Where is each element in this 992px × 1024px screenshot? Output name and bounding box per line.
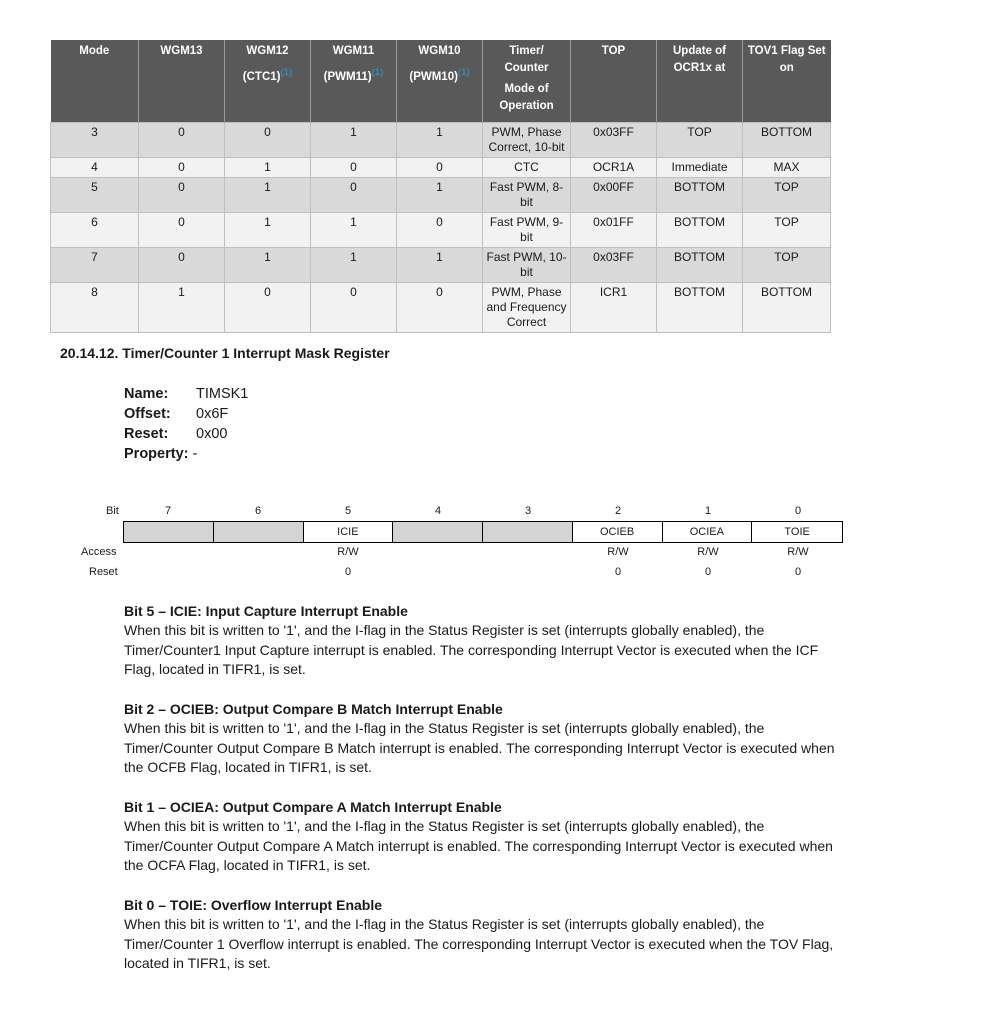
bit-access: R/W (787, 546, 809, 558)
table-body (51, 122, 831, 332)
header-wgm10: WGM10 (PWM10)$^{(1)}$ (397, 40, 483, 122)
bit-field-icie: ICIE (304, 522, 394, 542)
bit-access: R/W (607, 546, 629, 558)
register-reset-row (124, 424, 248, 444)
table-cell: ICR1 (571, 282, 657, 332)
table-cell: TOP (743, 177, 831, 212)
header-top: TOP (571, 40, 657, 122)
table-cell: TOP (657, 122, 743, 157)
description-ociea (124, 798, 844, 876)
bit-number: 5 (344, 505, 352, 517)
description-toie (124, 896, 844, 974)
table-cell: 7 (51, 247, 139, 282)
table-row (51, 282, 831, 332)
table-cell: BOTTOM (657, 282, 743, 332)
table-cell: PWM, Phase and Frequency Correct (483, 282, 571, 332)
table-row (51, 212, 831, 247)
bit-field-ocieb: OCIEB (573, 522, 663, 542)
table-cell: Fast PWM, 9-bit (483, 212, 571, 247)
register-offset-value: 0x6F (196, 406, 229, 422)
bit-field-reserved (124, 522, 214, 542)
register-reset-label: Reset: (124, 426, 169, 442)
description-title: Bit 5 – ICIE: Input Capture Interrupt Enable (124, 603, 408, 619)
table-cell: CTC (483, 157, 571, 177)
table-cell: BOTTOM (743, 122, 831, 157)
table-cell: BOTTOM (743, 282, 831, 332)
header-tov1-flag: TOV1 Flag Set on (743, 40, 831, 122)
footnote-ref[interactable]: (1) (280, 67, 293, 78)
table-cell: 0 (139, 157, 225, 177)
bit-number: 3 (524, 505, 532, 517)
table-cell: 1 (225, 157, 311, 177)
table-cell: Immediate (657, 157, 743, 177)
table-cell: 6 (51, 212, 139, 247)
table-cell: 1 (397, 122, 483, 157)
header-wgm13: WGM13 (139, 40, 225, 122)
table-cell: 0 (139, 177, 225, 212)
table-cell: BOTTOM (657, 247, 743, 282)
table-cell: 0 (397, 157, 483, 177)
table-cell: OCR1A (571, 157, 657, 177)
header-wgm12: WGM12 (CTC1)$^{(1)}$ (225, 40, 311, 122)
table-cell: 5 (51, 177, 139, 212)
bit-number: 0 (794, 505, 802, 517)
header-mode: Mode (51, 40, 139, 122)
bit-number: 1 (704, 505, 712, 517)
bit-field-ociea: OCIEA (663, 522, 753, 542)
header-timer-counter-mode: Timer/ Counter Mode of Operation (483, 40, 571, 122)
header-update-ocr1x: Update of OCR1x at (657, 40, 743, 122)
bit-number: 4 (434, 505, 442, 517)
description-body: When this bit is written to '1', and the I-flag in the Status Register is set (interrupts globally enabled), the Timer/Counter Output Compare A Match interrupt is enabled. The corresponding Interrupt Vector is executed when the OCFA Flag, located in TIFR1, is set. (124, 818, 833, 873)
bit-number: 7 (164, 505, 172, 517)
table-cell: 0 (225, 282, 311, 332)
bit-field-reserved (483, 522, 573, 542)
table-cell: 1 (225, 177, 311, 212)
bit-reset: 0 (344, 566, 352, 578)
description-body: When this bit is written to '1', and the I-flag in the Status Register is set (interrupts globally enabled), the Timer/Counter1 Input Capture interrupt is enabled. The corresponding Interrupt Vector is executed when the ICF Flag, located in TIFR1, is set. (124, 622, 819, 677)
description-body: When this bit is written to '1', and the I-flag in the Status Register is set (interrupts globally enabled), the Timer/Counter Output Compare B Match interrupt is enabled. The corresponding Interrupt Vector is executed when the OCFB Flag, located in TIFR1, is set. (124, 720, 835, 775)
table-cell: 0 (397, 282, 483, 332)
table-cell: 1 (139, 282, 225, 332)
table-cell: 3 (51, 122, 139, 157)
table-cell: 0 (139, 247, 225, 282)
header-wgm11: WGM11 (PWM11)$^{(1)}$ (311, 40, 397, 122)
bit-access: R/W (697, 546, 719, 558)
bit-number: 2 (614, 505, 622, 517)
table-cell: 0 (311, 282, 397, 332)
table-cell: TOP (743, 247, 831, 282)
bit-row-label: Bit (106, 505, 119, 517)
table-cell: 0x03FF (571, 247, 657, 282)
footnote-ref[interactable]: (1) (457, 67, 470, 78)
table-cell: 8 (51, 282, 139, 332)
table-cell: BOTTOM (657, 177, 743, 212)
description-icie (124, 602, 844, 680)
table-cell: PWM, Phase Correct, 10-bit (483, 122, 571, 157)
table-cell: 0x03FF (571, 122, 657, 157)
table-cell: 0 (397, 212, 483, 247)
register-offset-row (124, 404, 248, 424)
table-cell: 1 (397, 247, 483, 282)
table-row (51, 247, 831, 282)
table-cell: 0x00FF (571, 177, 657, 212)
register-reset-value: 0x00 (196, 426, 228, 442)
table-cell: 1 (397, 177, 483, 212)
table-row (51, 122, 831, 157)
table-cell: BOTTOM (657, 212, 743, 247)
description-title: Bit 0 – TOIE: Overflow Interrupt Enable (124, 897, 383, 913)
bit-number: 6 (254, 505, 262, 517)
table-cell: 1 (311, 122, 397, 157)
access-row-label: Access (81, 546, 117, 558)
register-offset-label: Offset: (124, 406, 171, 422)
table-cell: 1 (225, 247, 311, 282)
register-name-value: TIMSK1 (196, 386, 249, 402)
register-name-label: Name: (124, 386, 169, 402)
table-cell: 0 (311, 177, 397, 212)
bit-field-row (123, 521, 843, 543)
table-cell: TOP (743, 212, 831, 247)
bit-field-reserved (393, 522, 483, 542)
waveform-mode-table (50, 40, 831, 333)
table-cell: 0 (311, 157, 397, 177)
section-heading: 20.14.12. Timer/Counter 1 Interrupt Mask Register (60, 345, 390, 361)
bit-access: R/W (337, 546, 359, 558)
description-title: Bit 1 – OCIEA: Output Compare A Match Interrupt Enable (124, 799, 502, 815)
table-cell: 0 (225, 122, 311, 157)
table-cell: 4 (51, 157, 139, 177)
table-cell: 1 (225, 212, 311, 247)
description-body: When this bit is written to '1', and the I-flag in the Status Register is set (interrupts globally enabled), the Timer/Counter 1 Overflow interrupt is enabled. The corresponding Interrupt Vector is executed when the TOV Flag, located in TIFR1, is set. (124, 916, 834, 971)
table-row (51, 177, 831, 212)
table-cell: 0x01FF (571, 212, 657, 247)
register-property-row (124, 444, 248, 464)
table-cell: 1 (311, 212, 397, 247)
bit-reset: 0 (704, 566, 712, 578)
bit-field-reserved (214, 522, 304, 542)
register-property-value: - (192, 446, 198, 462)
register-property-label: Property: (124, 446, 189, 462)
register-info (124, 384, 248, 464)
table-cell: 0 (139, 122, 225, 157)
description-ocieb (124, 700, 844, 778)
register-name-row (124, 384, 248, 404)
bit-reset: 0 (794, 566, 802, 578)
table-header-row (51, 40, 831, 122)
table-cell: Fast PWM, 10-bit (483, 247, 571, 282)
table-cell: MAX (743, 157, 831, 177)
description-title: Bit 2 – OCIEB: Output Compare B Match Interrupt Enable (124, 701, 503, 717)
bit-field-toie: TOIE (784, 526, 810, 538)
footnote-ref[interactable]: (1) (371, 67, 384, 78)
reset-row-label: Reset (89, 566, 118, 578)
bit-reset: 0 (614, 566, 622, 578)
table-cell: 0 (139, 212, 225, 247)
table-cell: Fast PWM, 8-bit (483, 177, 571, 212)
table-row (51, 157, 831, 177)
table-cell: 1 (311, 247, 397, 282)
